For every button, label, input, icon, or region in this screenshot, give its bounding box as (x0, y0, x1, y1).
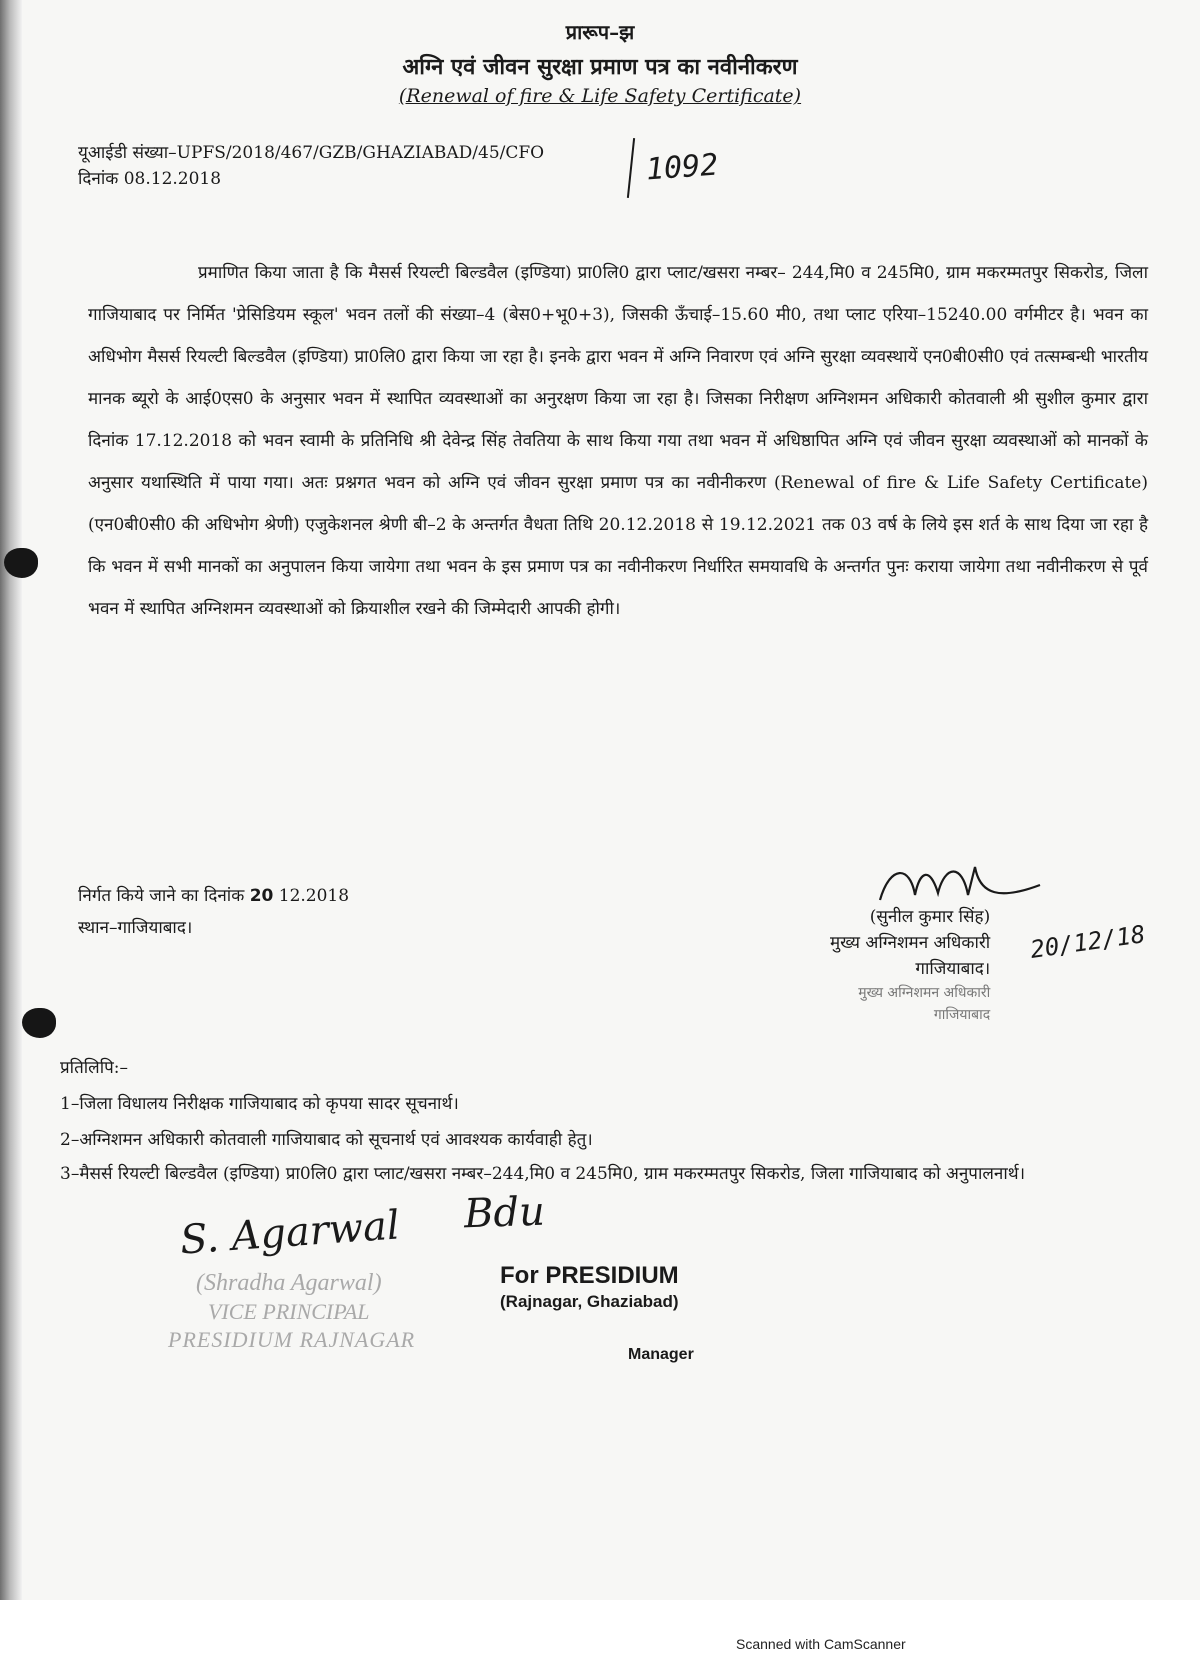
stamp-left-title: VICE PRINCIPAL (208, 1299, 370, 1324)
officer-faint-stamp-1: मुख्य अग्निशमन अधिकारी (858, 985, 991, 1001)
officer-faint-stamp-2: गाजियाबाद (933, 1007, 991, 1023)
issue-date-rest: 12.2018 (278, 886, 350, 906)
scan-edge-shadow (0, 0, 22, 1600)
issue-place: स्थान–गाजियाबाद। (78, 918, 193, 938)
issue-date-day: 20 (249, 886, 274, 906)
reference-block (78, 140, 544, 192)
document-header (0, 18, 1200, 107)
left-signature: S. Agarwal (178, 1202, 402, 1264)
copy-item-3: 3–मैसर्स रियल्टी बिल्डवैल (इण्डिया) प्रा0लि0 द्वारा प्लाट/खसरा नम्बर–244,मि0 व 245मि0, ग्राम मकरम्मतपुर सिकरोड, जिला गाजियाबाद को अनुपालनार्थ। (60, 1164, 1026, 1184)
manager-stamp (500, 1262, 694, 1364)
handwritten-number: 1092 (644, 147, 720, 188)
ref-date: दिनांक 08.12.2018 (78, 169, 222, 189)
officer-handwritten-date: 20/12/18 (1028, 920, 1147, 964)
officer-name: (सुनील कुमार सिंह) (869, 907, 991, 927)
stamp-left-name: (Shradha Agarwal) (196, 1270, 382, 1296)
issue-date-label: निर्गत किये जाने का दिनांक (78, 886, 245, 906)
issue-block (78, 880, 349, 944)
form-name: प्रारूप–झ (565, 20, 635, 44)
stamp-left-school: PRESIDIUM RAJNAGAR (168, 1327, 416, 1352)
officer-city: गाजियाबाद। (915, 959, 991, 979)
document-subtitle: (Renewal of fire & Life Safety Certificate) (398, 85, 802, 107)
handwritten-bar (627, 138, 635, 198)
stamp-right-line3: Manager (628, 1346, 694, 1363)
officer-block (830, 904, 990, 1026)
punch-hole-mark (4, 548, 38, 578)
document-title: अग्नि एवं जीवन सुरक्षा प्रमाण पत्र का नवीनीकरण (402, 54, 798, 80)
vice-principal-stamp (168, 1270, 415, 1353)
right-signature: Bdu (463, 1188, 546, 1238)
issue-date-line (78, 880, 349, 912)
officer-designation: मुख्य अग्निशमन अधिकारी (830, 933, 991, 953)
copy-item-2: 2–अग्निशमन अधिकारी कोतवाली गाजियाबाद को सूचनार्थ एवं आवश्यक कार्यवाही हेतु। (60, 1130, 593, 1150)
stamp-right-line1: For PRESIDIUM (500, 1262, 679, 1289)
certificate-body: प्रमाणित किया जाता है कि मैसर्स रियल्टी बिल्डवैल (इण्डिया) प्रा0लि0 द्वारा प्लाट/खसरा नम्बर– 244,मि0 व 245मि0, ग्राम मकरम्मतपुर सिकरोड, जिला गाजियाबाद पर निर्मित 'प्रेसिडियम स्कूल' भवन तलों की संख्या–4 (बेस0+भू0+3), जिसकी ऊँचाई–15.60 मी0, तथा प्लाट एरिया–15240.00 वर्गमीटर है। भवन का अधिभोग मैसर्स रियल्टी बिल्डवैल (इण्डिया) प्रा0लि0 द्वारा किया जा रहा है। इनके द्वारा भवन में अग्नि निवारण एवं अग्नि सुरक्षा व्यवस्थायें एन0बी0सी0 एवं तत्सम्बन्धी भारतीय मानक ब्यूरो के आई0एस0 के अनुसार भवन में स्थापित व्यवस्थाओं का अनुरक्षण किया जा रहा है। जिसका निरीक्षण अग्निशमन अधिकारी कोतवाली श्री सुशील कुमार द्वारा दिनांक 17.12.2018 को भवन स्वामी के प्रतिनिधि श्री देवेन्द्र सिंह तेवतिया के साथ किया गया तथा भवन में अधिष्ठापित अग्नि एवं जीवन सुरक्षा व्यवस्थाओं को मानकों के अनुसार यथास्थिति में पाया गया। अतः प्रश्नगत भवन को अग्नि एवं जीवन सुरक्षा प्रमाण पत्र का नवीनीकरण (Renewal of fire & Life Safety Certificate) (एन0बी0सी0 की अधिभोग श्रेणी) एजुकेशनल श्रेणी बी–2 के अन्तर्गत वैधता तिथि 20.12.2018 से 19.12.2021 तक 03 वर्ष के लिये इस शर्त के साथ दिया जा रहा है कि भवन में सभी मानकों का अनुपालन किया जायेगा तथा भवन के इस प्रमाण पत्र का नवीनीकरण निर्धारित समयावधि के अन्तर्गत पुनः कराया जायेगा तथा नवीनीकरण से पूर्व भवन में स्थापित अग्निशमन व्यवस्थाओं को क्रियाशील रखने की जिम्मेदारी आपकी होगी। (88, 263, 1148, 619)
uid-line: यूआईडी संख्या–UPFS/2018/467/GZB/GHAZIABAD/45/CFO (78, 143, 545, 163)
punch-hole-mark-2 (22, 1008, 56, 1038)
copy-item-1: 1–जिला विधालय निरीक्षक गाजियाबाद को कृपया सादर सूचनार्थ। (60, 1094, 459, 1114)
copies-heading: प्रतिलिपि:– (60, 1058, 128, 1078)
copies-section (60, 1050, 1140, 1190)
scanner-watermark: Scanned with CamScanner (736, 1636, 906, 1652)
stamp-right-line2: (Rajnagar, Ghaziabad) (500, 1292, 679, 1311)
